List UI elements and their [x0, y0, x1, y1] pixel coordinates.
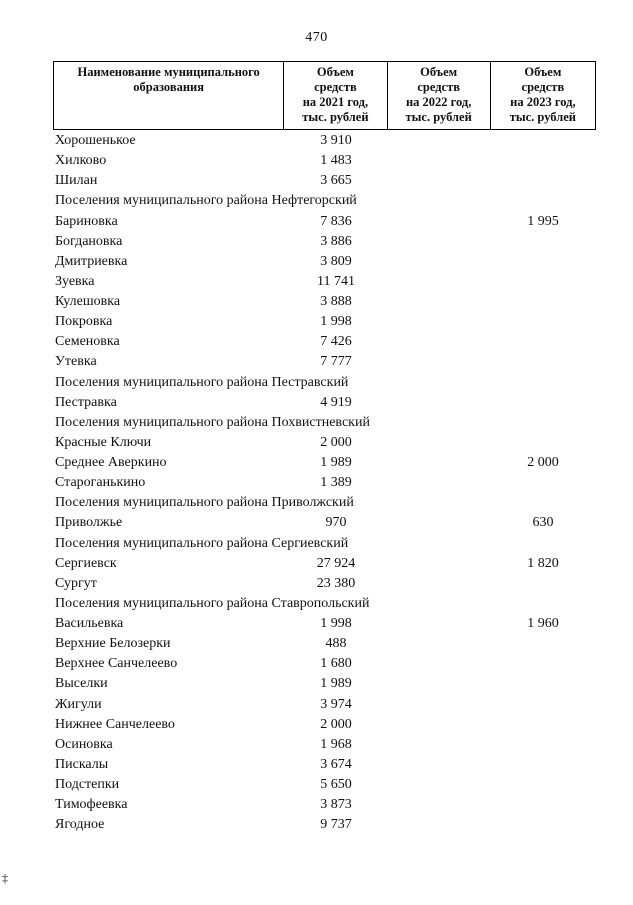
value-2021: 488 [325, 636, 347, 652]
value-2021: 1 483 [320, 153, 352, 169]
value-2021: 11 741 [317, 273, 355, 289]
header-line: тыс. рублей [302, 110, 369, 124]
row-name: Семеновка [55, 334, 120, 350]
header-line: средств [417, 80, 460, 94]
row-name: Жигули [55, 696, 102, 712]
header-2021-column [283, 62, 386, 129]
table-row [0, 634, 633, 654]
row-name: Верхние Белозерки [55, 636, 171, 652]
table-row [0, 332, 633, 352]
row-name: Сургут [55, 575, 97, 591]
row-name: Верхнее Санчелеево [55, 656, 178, 672]
value-2023: 630 [532, 515, 554, 531]
table-row [0, 554, 633, 574]
value-2021: 1 389 [320, 475, 352, 491]
header-2023-column [490, 62, 595, 129]
value-2021: 3 888 [320, 294, 352, 309]
value-2021: 7 777 [320, 354, 352, 370]
value-2021: 7 836 [320, 213, 352, 229]
header-line: средств [521, 80, 565, 94]
table-row [0, 131, 633, 151]
value-2021: 27 924 [316, 555, 356, 571]
value-2021: 3 974 [320, 696, 352, 712]
value-2021: 7 426 [320, 334, 352, 350]
value-2021: 3 910 [320, 133, 352, 148]
row-name: Покровка [55, 314, 113, 330]
row-name: Сергиевск [55, 555, 117, 571]
table-body [0, 131, 633, 835]
row-name: Бариновка [55, 213, 118, 229]
row-name: Поселения муниципального района Приволжский [55, 495, 354, 511]
table-row [0, 755, 633, 775]
header-line: средств [314, 80, 357, 94]
value-2021: 2 000 [320, 434, 352, 450]
table-row [0, 292, 633, 312]
row-name: Пестравка [55, 394, 117, 410]
row-name: Нижнее Санчелеево [55, 716, 175, 732]
header-line: на 2021 год, [302, 95, 369, 109]
table-row [0, 493, 633, 513]
value-2021: 1 989 [320, 455, 352, 470]
value-2021: 2 000 [320, 716, 352, 732]
value-2021: 970 [325, 515, 347, 531]
header-line: Объем [316, 65, 354, 79]
row-name: Шилан [55, 173, 98, 189]
table-row [0, 473, 633, 493]
row-name: Ягодное [55, 817, 105, 833]
header-name-column [54, 62, 283, 129]
table-row [0, 433, 633, 453]
header-line: Объем [420, 65, 458, 79]
row-name: Утевка [55, 354, 97, 370]
value-2023: 1 820 [527, 555, 559, 571]
value-2023: 2 000 [527, 455, 559, 470]
value-2021: 1 680 [320, 656, 352, 672]
table-row [0, 513, 633, 533]
row-name: Дмитриевка [55, 253, 128, 269]
value-2021: 3 809 [320, 253, 352, 269]
row-name: Пискалы [55, 756, 109, 772]
header-line: на 2023 год, [510, 95, 576, 109]
table-row [0, 212, 633, 232]
table-row [0, 191, 633, 211]
row-name: Староганькино [55, 475, 146, 491]
table-row [0, 735, 633, 755]
table-row [0, 453, 633, 473]
table-row [0, 654, 633, 674]
header-line: тыс. рублей [509, 110, 577, 124]
row-name: Васильевка [55, 616, 124, 631]
table-row [0, 674, 633, 694]
row-name: Кулешовка [55, 294, 121, 309]
table-row [0, 614, 633, 634]
value-2021: 1 989 [320, 676, 352, 692]
value-2021: 3 674 [320, 756, 352, 772]
table-row [0, 594, 633, 614]
header-line: образования [133, 80, 205, 94]
table-row [0, 151, 633, 171]
table-row [0, 534, 633, 554]
row-name: Осиновка [55, 736, 113, 752]
value-2021: 1 998 [320, 616, 352, 631]
table-row [0, 171, 633, 191]
table-row [0, 815, 633, 835]
row-name: Хилково [55, 153, 107, 169]
header-line: Наименование муниципального [77, 65, 260, 79]
row-name: Поселения муниципального района Ставропольский [55, 595, 370, 611]
row-name: Хорошенькое [55, 133, 136, 148]
row-name: Тимофеевка [55, 797, 128, 813]
value-2021: 1 968 [320, 736, 352, 752]
row-name: Зуевка [55, 273, 95, 289]
value-2023: 1 960 [527, 616, 559, 631]
table-row [0, 232, 633, 252]
row-name: Поселения муниципального района Сергиевский [55, 535, 349, 551]
header-line: на 2022 год, [405, 95, 472, 109]
row-name: Подстепки [55, 777, 120, 792]
table-row [0, 352, 633, 372]
header-line: Объем [524, 65, 562, 79]
table-row [0, 373, 633, 393]
table-row [0, 413, 633, 433]
value-2021: 4 919 [320, 394, 352, 410]
table-header [53, 61, 596, 130]
value-2021: 3 665 [320, 173, 352, 189]
row-name: Приволжье [55, 515, 123, 531]
page-number: 470 [305, 30, 328, 45]
table-row [0, 252, 633, 272]
row-name: Богдановка [55, 233, 123, 249]
table-row [0, 775, 633, 795]
row-name: Красные Ключи [55, 434, 152, 450]
value-2023: 1 995 [527, 213, 559, 229]
table-row [0, 795, 633, 815]
value-2021: 3 873 [320, 797, 352, 813]
table-row [0, 312, 633, 332]
margin-mark: ‡ [2, 871, 8, 885]
row-name: Среднее Аверкино [55, 455, 167, 470]
value-2021: 3 886 [320, 233, 352, 249]
table-row [0, 715, 633, 735]
row-name: Поселения муниципального района Нефтегорский [55, 193, 357, 209]
value-2021: 9 737 [320, 817, 352, 833]
table-row [0, 393, 633, 413]
table-row [0, 695, 633, 715]
row-name: Выселки [55, 676, 108, 692]
value-2021: 5 650 [320, 777, 352, 792]
header-line: тыс. рублей [405, 110, 472, 124]
header-2022-column [387, 62, 490, 129]
table-row [0, 574, 633, 594]
row-name: Поселения муниципального района Похвистневский [55, 414, 370, 430]
value-2021: 1 998 [320, 314, 352, 330]
value-2021: 23 380 [316, 575, 356, 591]
table-row [0, 272, 633, 292]
row-name: Поселения муниципального района Пестравский [55, 374, 349, 390]
